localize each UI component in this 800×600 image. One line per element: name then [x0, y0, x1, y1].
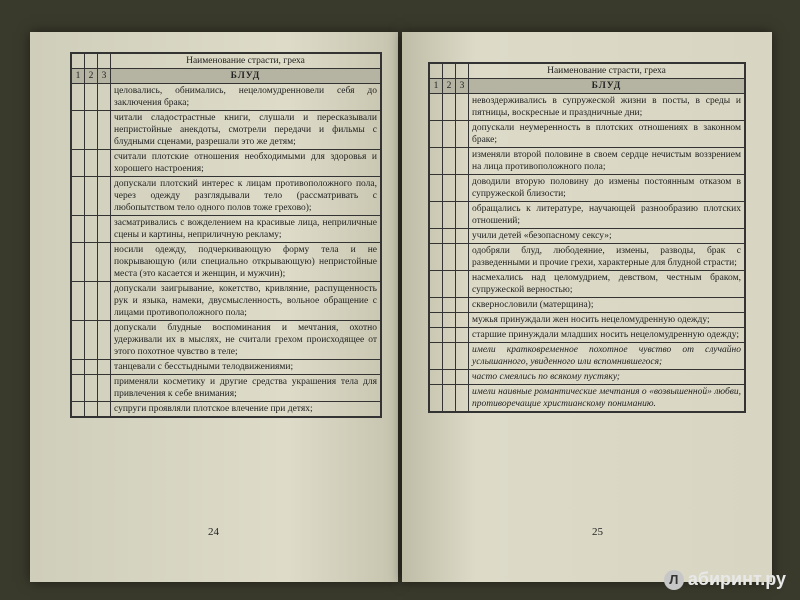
checkbox-cell-2[interactable]: [85, 402, 98, 417]
watermark-text: абиринт.ру: [687, 569, 786, 589]
checkbox-cell-1[interactable]: [72, 360, 85, 375]
sin-item-text: насмехались над целомудрием, девством, честным браком, супружеской верностью;: [469, 271, 745, 298]
checkbox-cell-2[interactable]: [443, 229, 456, 244]
checkbox-cell-2[interactable]: [443, 343, 456, 370]
table-row: [72, 111, 381, 150]
checkbox-cell-3[interactable]: [456, 202, 469, 229]
checkbox-cell-3[interactable]: [456, 121, 469, 148]
checkbox-cell-1[interactable]: [430, 244, 443, 271]
checkbox-cell-1[interactable]: [72, 321, 85, 360]
checkbox-cell-1[interactable]: [72, 243, 85, 282]
table-row: [72, 150, 381, 177]
sin-title: БЛУД: [469, 79, 745, 94]
page-number: 24: [208, 526, 219, 538]
col-blank: [443, 64, 456, 79]
checkbox-cell-2[interactable]: [85, 84, 98, 111]
table-row: [430, 271, 745, 298]
sin-item-text: часто смеялись по всякому пустяку;: [469, 370, 745, 385]
labirint-logo-icon: Л: [664, 570, 684, 590]
checkbox-cell-1[interactable]: [72, 111, 85, 150]
checkbox-cell-1[interactable]: [430, 343, 443, 370]
checkbox-cell-1[interactable]: [430, 202, 443, 229]
sin-item-text: допускали плотский интерес к лицам противоположного пола, через одежду разглядывали тело (рассматривать с любопытством тело одного полов тоже грехово);: [111, 177, 381, 216]
table-row: [430, 313, 745, 328]
table-row: [72, 375, 381, 402]
checkbox-cell-2[interactable]: [443, 244, 456, 271]
watermark: [664, 569, 786, 590]
checkbox-cell-2[interactable]: [443, 328, 456, 343]
checkbox-cell-2[interactable]: [443, 94, 456, 121]
table-row: [72, 360, 381, 375]
checkbox-cell-2[interactable]: [443, 121, 456, 148]
checkbox-cell-3[interactable]: [456, 148, 469, 175]
table-row: [430, 343, 745, 370]
checkbox-cell-1[interactable]: [430, 94, 443, 121]
checkbox-cell-1[interactable]: [72, 84, 85, 111]
checkbox-cell-1[interactable]: [430, 385, 443, 412]
table-row: [430, 202, 745, 229]
checkbox-cell-3[interactable]: [98, 402, 111, 417]
checkbox-cell-1[interactable]: [72, 402, 85, 417]
checkbox-cell-1[interactable]: [430, 121, 443, 148]
table-row: [72, 282, 381, 321]
checkbox-cell-2[interactable]: [443, 313, 456, 328]
col-blank: [72, 54, 85, 69]
sin-item-text: обращались к литературе, научающей разнообразию плотских отношений;: [469, 202, 745, 229]
checkbox-cell-2[interactable]: [85, 360, 98, 375]
table-row: [72, 216, 381, 243]
col-number-1: 1: [430, 79, 443, 94]
table-row: [72, 84, 381, 111]
sin-item-text: одобряли блуд, любодеяние, измены, разводы, брак с разведенными и прочие грехи, характерные для блудной страсти;: [469, 244, 745, 271]
checkbox-cell-3[interactable]: [456, 175, 469, 202]
table-row: [72, 177, 381, 216]
checkbox-cell-2[interactable]: [443, 370, 456, 385]
checkbox-cell-3[interactable]: [456, 370, 469, 385]
checkbox-cell-3[interactable]: [456, 328, 469, 343]
table-row: [430, 94, 745, 121]
sin-item-text: изменяли второй половине в своем сердце нечистым воззрением на лица противоположного пола;: [469, 148, 745, 175]
confession-table-right: [428, 62, 746, 413]
table-row: [430, 148, 745, 175]
checkbox-cell-2[interactable]: [443, 298, 456, 313]
checkbox-cell-3[interactable]: [456, 229, 469, 244]
checkbox-cell-3[interactable]: [456, 385, 469, 412]
checkbox-cell-1[interactable]: [430, 148, 443, 175]
checkbox-cell-1[interactable]: [72, 375, 85, 402]
col-blank: [98, 54, 111, 69]
table-header: Наименование страсти, греха: [111, 54, 381, 69]
checkbox-cell-2[interactable]: [443, 271, 456, 298]
sin-item-text: допускали неумеренность в плотских отношениях в законном браке;: [469, 121, 745, 148]
sin-item-text: супруги проявляли плотское влечение при детях;: [111, 402, 381, 417]
col-number-2: 2: [443, 79, 456, 94]
checkbox-cell-2[interactable]: [443, 148, 456, 175]
sin-item-text: невоздерживались в супружеской жизни в посты, в среды и пятницы, воскресные и праздничные дни;: [469, 94, 745, 121]
checkbox-cell-2[interactable]: [85, 243, 98, 282]
checkbox-cell-3[interactable]: [456, 298, 469, 313]
checkbox-cell-3[interactable]: [98, 84, 111, 111]
checkbox-cell-3[interactable]: [98, 282, 111, 321]
checkbox-cell-2[interactable]: [85, 321, 98, 360]
table-row: [430, 175, 745, 202]
sin-item-text: мужья принуждали жен носить нецеломудренную одежду;: [469, 313, 745, 328]
checkbox-cell-1[interactable]: [430, 271, 443, 298]
table-row: [430, 298, 745, 313]
checkbox-cell-3[interactable]: [456, 94, 469, 121]
checkbox-cell-3[interactable]: [98, 360, 111, 375]
checkbox-cell-1[interactable]: [430, 370, 443, 385]
col-blank: [456, 64, 469, 79]
sin-item-text: засматривались с вожделением на красивые лица, неприличные сцены и картины, неприличную рекламу;: [111, 216, 381, 243]
checkbox-cell-3[interactable]: [98, 243, 111, 282]
table-row: [72, 321, 381, 360]
checkbox-cell-2[interactable]: [85, 375, 98, 402]
checkbox-cell-2[interactable]: [85, 111, 98, 150]
sin-item-text: читали сладострастные книги, слушали и пересказывали непристойные анекдоты, смотрели передачи и фильмы с блудными сценами, разрешали это же детям;: [111, 111, 381, 150]
checkbox-cell-1[interactable]: [72, 282, 85, 321]
col-number-2: 2: [85, 69, 98, 84]
sin-item-text: целовались, обнимались, нецеломудренновели себя до заключения брака;: [111, 84, 381, 111]
sin-item-text: сквернословили (матерщина);: [469, 298, 745, 313]
checkbox-cell-3[interactable]: [456, 313, 469, 328]
col-blank: [430, 64, 443, 79]
sin-item-text: имели наивные романтические мечтания о «возвышенной» любви, противоречащие христианскому пониманию.: [469, 385, 745, 412]
sin-item-text: применяли косметику и другие средства украшения тела для привлечения к себе внимания;: [111, 375, 381, 402]
col-number-3: 3: [456, 79, 469, 94]
right-page: [402, 32, 772, 582]
checkbox-cell-1[interactable]: [430, 313, 443, 328]
checkbox-cell-1[interactable]: [72, 177, 85, 216]
sin-item-text: старшие принуждали младших носить нецеломудренную одежду;: [469, 328, 745, 343]
sin-item-text: допускали блудные воспоминания и мечтания, охотно удерживали их в мыслях, не считали грехом происходящее от этого похотное чувство в теле;: [111, 321, 381, 360]
checkbox-cell-3[interactable]: [98, 150, 111, 177]
checkbox-cell-2[interactable]: [85, 282, 98, 321]
checkbox-cell-3[interactable]: [98, 111, 111, 150]
col-number-1: 1: [72, 69, 85, 84]
checkbox-cell-1[interactable]: [430, 175, 443, 202]
checkbox-cell-1[interactable]: [430, 328, 443, 343]
sin-item-text: учили детей «безопасному сексу»;: [469, 229, 745, 244]
col-number-3: 3: [98, 69, 111, 84]
checkbox-cell-3[interactable]: [456, 271, 469, 298]
checkbox-cell-2[interactable]: [443, 202, 456, 229]
checkbox-cell-3[interactable]: [456, 244, 469, 271]
table-row: [430, 244, 745, 271]
table-header: Наименование страсти, греха: [469, 64, 745, 79]
table-row: [430, 370, 745, 385]
table-row: [72, 402, 381, 417]
sin-title: БЛУД: [111, 69, 381, 84]
checkbox-cell-2[interactable]: [85, 150, 98, 177]
checkbox-cell-2[interactable]: [443, 385, 456, 412]
checkbox-cell-3[interactable]: [456, 343, 469, 370]
sin-item-text: танцевали с бесстыдными телодвижениями;: [111, 360, 381, 375]
sin-item-text: допускали заигрывание, кокетство, кривляние, распущенность рук и языка, намеки, двусмысленность, вольное обращение с лицами противоположного пола;: [111, 282, 381, 321]
checkbox-cell-3[interactable]: [98, 375, 111, 402]
checkbox-cell-2[interactable]: [443, 175, 456, 202]
page-number: 25: [592, 526, 603, 538]
checkbox-cell-1[interactable]: [430, 298, 443, 313]
checkbox-cell-2[interactable]: [85, 216, 98, 243]
table-row: [72, 243, 381, 282]
sin-item-text: считали плотские отношения необходимыми для здоровья и хорошего настроения;: [111, 150, 381, 177]
table-row: [430, 328, 745, 343]
checkbox-cell-3[interactable]: [98, 216, 111, 243]
checkbox-cell-1[interactable]: [72, 216, 85, 243]
table-row: [430, 121, 745, 148]
sin-item-text: носили одежду, подчеркивающую форму тела и не покрывающую (или специально открывающую) непристойные места (это касается и женщин, и мужчин);: [111, 243, 381, 282]
checkbox-cell-1[interactable]: [430, 229, 443, 244]
checkbox-cell-3[interactable]: [98, 321, 111, 360]
left-page: [30, 32, 398, 582]
col-blank: [85, 54, 98, 69]
sin-item-text: доводили вторую половину до измены постоянным отказом в супружеской близости;: [469, 175, 745, 202]
table-row: [430, 385, 745, 412]
table-row: [430, 229, 745, 244]
checkbox-cell-2[interactable]: [85, 177, 98, 216]
checkbox-cell-1[interactable]: [72, 150, 85, 177]
checkbox-cell-3[interactable]: [98, 177, 111, 216]
confession-table-left: [70, 52, 382, 418]
sin-item-text: имели кратковременное похотное чувство от случайно услышанного, увиденного или вспомнившегося;: [469, 343, 745, 370]
